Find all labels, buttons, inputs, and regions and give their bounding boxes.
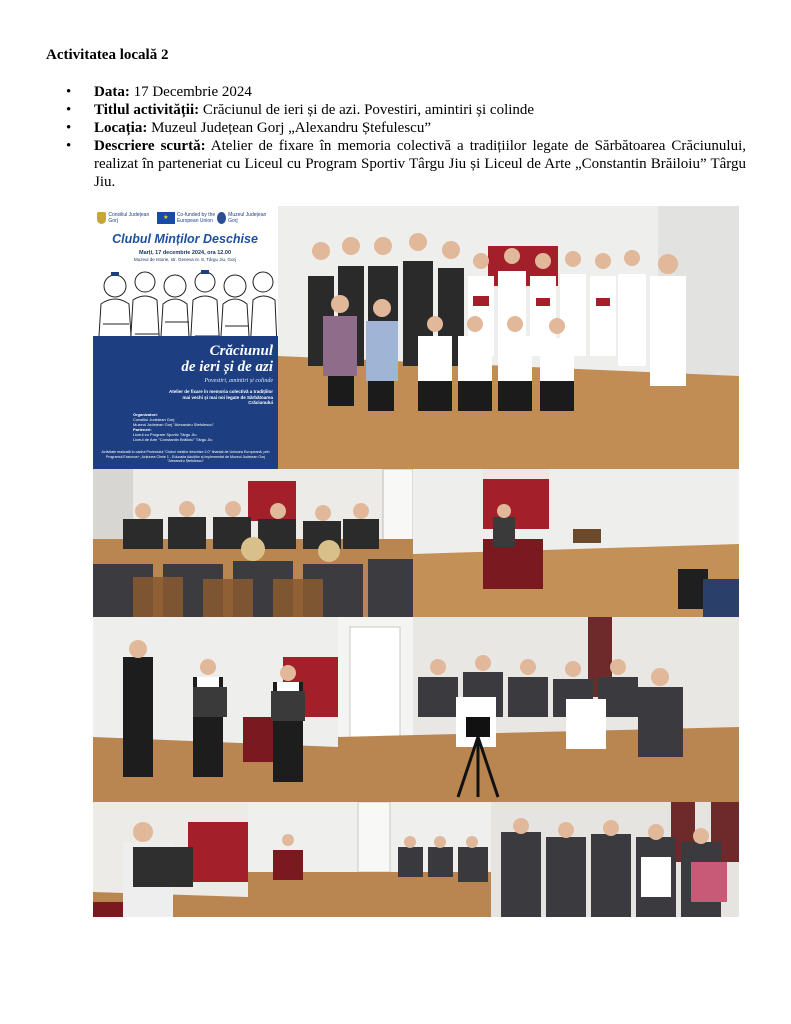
detail-value: Atelier de fixare în memoria colectivă a tradițiilor legate de Sărbătoarea Crăciunului, realizat în parteneriat cu Liceul cu Program Sportiv Târgu Jiu și Liceul de Arte „Constantin Brăiloiu” Târgu Jiu. (94, 138, 746, 190)
accordion-performance-photo (93, 617, 338, 802)
detail-location (66, 119, 746, 137)
poster-location: Muzeul de Istorie, str. Geneva nr. 8, Târgu Jiu, Gorj (134, 257, 236, 262)
poster-organizers: Organizatori: Consiliul Județean Gorj Muzeul Județean Gorj "Alexandru Ștefulescu" Parteneri: Liceul cu Program Sportiv Târgu Jiu Liceul de Arte "Constantin Brăiloiu" Târgu Jiu (133, 412, 214, 442)
activity-details-list (66, 83, 746, 191)
eu-flag-icon: ★ (157, 212, 175, 224)
detail-date (66, 83, 746, 101)
room-wide-photo (248, 802, 491, 917)
poster-big-title: Crăciunul de ieri și de azi (181, 343, 273, 375)
detail-label: Locația: (94, 120, 148, 136)
audience-photo (93, 469, 413, 617)
poster-title: Clubul Minților Deschise (112, 232, 258, 246)
detail-value: Crăciunul de ieri și de azi. Povestiri, amintiri și colinde (202, 102, 535, 118)
section-heading: Activitatea locală 2 (46, 47, 169, 63)
right-logo: Muzeul Județean Gorj (217, 212, 274, 224)
accordion-player-photo (93, 802, 248, 917)
poster-logos (93, 206, 278, 230)
event-poster (93, 206, 278, 469)
poster-subtitle: Povestiri, amintiri și colinde (204, 378, 273, 384)
eu-logo: ★ Co-funded by the European Union (157, 212, 217, 224)
detail-title (66, 101, 746, 119)
detail-label: Data: (94, 84, 130, 100)
poster-date: Marți, 17 decembrie 2024, ora 12.00 (138, 250, 232, 256)
detail-label: Titlul activității: (94, 102, 200, 118)
photo-collage (93, 206, 739, 917)
poster-description: Atelier de fixare în memoria colectivă a tradițiilor mai vechi și mai noi legate de Sărbătoarea Crăciunului (168, 389, 273, 406)
group-photo (278, 206, 739, 469)
museum-crest-icon (217, 212, 226, 224)
detail-value: Muzeul Județean Gorj „Alexandru Ștefulescu” (151, 120, 431, 136)
crest-icon (97, 212, 106, 224)
storyteller-photo (413, 469, 739, 617)
audience-wide-photo (491, 802, 739, 917)
poster-footer: Activitate realizată în cadrul Proiectului "Clubul minților deschise 2.0" finanțat de Uniunea Europeană, prin Programul Erasmus+, Acțiunea Cheie 1 - Educația Adulților și implementat de Muzeul Județean Gorj "Alexandru Ștefulescu" (101, 450, 270, 464)
detail-description (66, 137, 746, 191)
detail-value: 17 Decembrie 2024 (133, 84, 252, 100)
audience-camera-photo (338, 617, 739, 802)
left-logo: Consiliul Județean Gorj (97, 212, 157, 224)
detail-label: Descriere scurtă: (94, 138, 206, 154)
